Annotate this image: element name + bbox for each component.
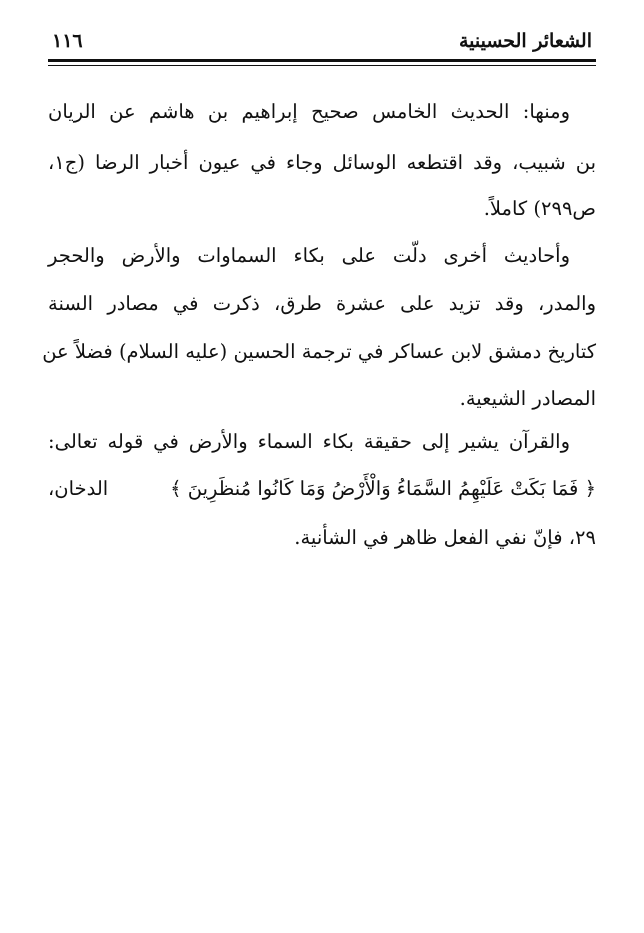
page-number: ١١٦ xyxy=(52,30,83,52)
header-rule-thin xyxy=(48,65,596,66)
body-line-last: ٢٩، فإنّ نفي الفعل ظاهر في الشأنية. xyxy=(294,526,596,549)
body-line-4: وأحاديث أخرى دلّت على بكاء السماوات والأرض والحجر xyxy=(48,244,570,267)
header-rule-thick xyxy=(48,59,596,62)
body-line-2: بن شبيب، وقد اقتطعه الوسائل وجاء في عيون أخبار الرضا (ج١، xyxy=(48,151,596,174)
verse-source: الدخان، xyxy=(48,477,109,500)
quran-verse: ﴿ فَمَا بَكَتْ عَلَيْهِمُ السَّمَاءُ وَالْأَرْضُ وَمَا كَانُوا مُنظَرِينَ ﴾ xyxy=(170,477,596,500)
page-header xyxy=(48,24,596,62)
body-line-7: المصادر الشيعية. xyxy=(459,387,596,410)
body-line-1: ومنها: الحديث الخامس صحيح إبراهيم بن هاشم عن الريان xyxy=(48,100,570,123)
body-line-5: والمدر، وقد تزيد على عشرة طرق، ذكرت في مصادر السنة xyxy=(48,292,596,315)
running-title: الشعائر الحسينية xyxy=(458,30,592,52)
body-line-3: ص٢٩٩) كاملاً. xyxy=(483,197,596,220)
body-line-8: والقرآن يشير إلى حقيقة بكاء السماء والأرض في قوله تعالى: xyxy=(48,430,570,453)
body-line-6: كتاريخ دمشق لابن عساكر في ترجمة الحسين (عليه السلام) فضلاً عن xyxy=(42,340,596,363)
